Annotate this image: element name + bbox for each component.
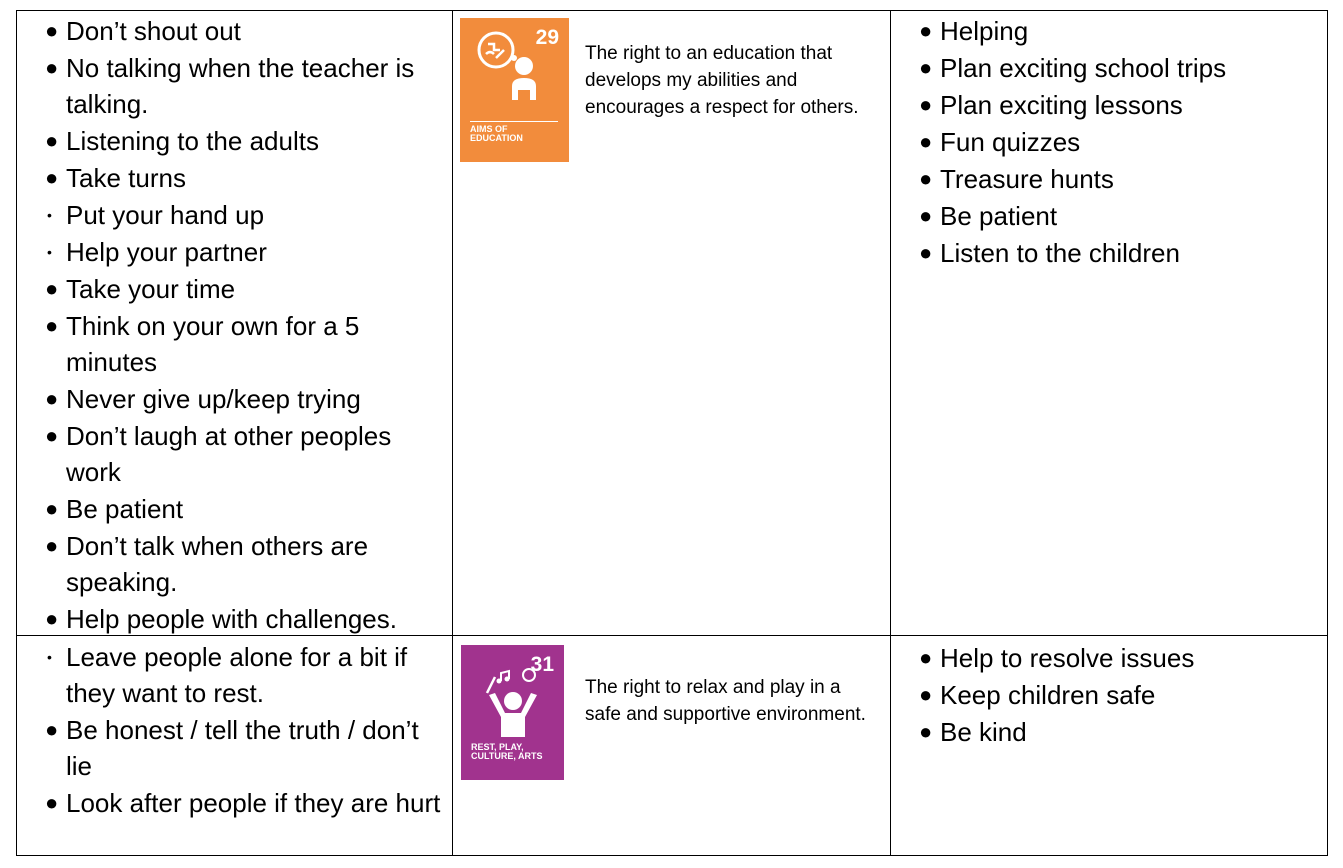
bullet-icon: ● [45,128,59,153]
bullet-icon: ● [919,18,933,43]
bullet-icon: ● [919,645,933,670]
bullet-icon: ● [45,606,59,631]
list-item-text: Listening to the adults [66,126,319,156]
play-music-icon [481,667,545,745]
bullet-icon: ● [45,496,59,521]
row2-pupil-actions-list [42,639,442,822]
list-item-text: Be patient [66,494,184,524]
article-29-description: The right to an education that develops my abilities and encourages a respect for others. [585,43,859,118]
list-item-text: Helping [940,16,1029,46]
list-item-text: Be kind [940,717,1027,747]
list-item-text: Listen to the children [940,238,1180,268]
badge-caption-1: REST, PLAY, [471,742,524,752]
list-item-text: Leave people alone for a bit if they want to rest. [66,642,408,708]
list-item-text: Help to resolve issues [940,643,1195,673]
list-item-text: Plan exciting school trips [940,53,1227,83]
list-item [916,161,1316,197]
badge-caption-2: EDUCATION [470,133,523,143]
list-item [42,50,442,122]
bullet-icon: ● [45,423,59,448]
list-item-text: Be honest / tell the truth / don’t lie [66,715,419,781]
list-item [916,87,1316,123]
bullet-icon: ● [919,92,933,117]
column-divider-2 [890,10,891,856]
rights-table [16,10,1328,856]
bullet-icon: ● [919,719,933,744]
education-thought-bubble-icon [474,28,544,118]
list-item [916,640,1316,676]
list-item-text: Don’t laugh at other peoples work [66,421,392,487]
list-item [42,601,442,637]
row2-adult-actions-list [916,640,1316,751]
article-number: 31 [530,653,554,676]
article-31-badge [461,645,564,780]
row1-adult-actions-list [916,13,1316,272]
bullet-icon: • [47,649,52,665]
list-item-text: Help people with challenges. [66,604,397,634]
bullet-icon: • [47,244,52,260]
list-item-text: Look after people if they are hurt [66,788,441,818]
bullet-icon: ● [45,276,59,301]
table-border-left [16,10,17,856]
list-item [42,785,442,821]
bullet-icon: ● [919,682,933,707]
list-item-text: Take turns [66,163,186,193]
table-border-top [16,10,1328,11]
list-item [42,418,442,490]
bullet-icon: ● [45,313,59,338]
list-item-text: Think on your own for a 5 minutes [66,311,360,377]
list-item [42,197,442,233]
badge-caption-2: CULTURE, ARTS [471,751,543,761]
list-item [916,677,1316,713]
bullet-icon: ● [919,166,933,191]
bullet-icon: ● [919,55,933,80]
column-divider-1 [452,10,453,856]
bullet-icon: ● [45,386,59,411]
list-item [916,235,1316,271]
list-item [42,528,442,600]
list-item [42,271,442,307]
badge-caption-1: AIMS OF [470,124,508,134]
bullet-icon: ● [45,790,59,815]
bullet-icon: ● [919,240,933,265]
list-item [42,13,442,49]
list-item-text: Help your partner [66,237,267,267]
list-item [42,712,442,784]
list-item [916,198,1316,234]
bullet-icon: ● [45,165,59,190]
article-number: 29 [535,26,559,49]
list-item [42,234,442,270]
list-item [916,13,1316,49]
list-item [916,50,1316,86]
bullet-icon: • [47,207,52,223]
list-item [42,491,442,527]
list-item-text: Plan exciting lessons [940,90,1183,120]
list-item [42,639,442,711]
article-31-description: The right to relax and play in a safe and supportive environment. [585,677,866,725]
row1-pupil-actions-list [42,13,442,638]
bullet-icon: ● [45,717,59,742]
bullet-icon: ● [45,55,59,80]
bullet-icon: ● [919,129,933,154]
article-29-badge [460,18,569,162]
list-item [42,160,442,196]
list-item-text: Treasure hunts [940,164,1114,194]
list-item-text: Don’t talk when others are speaking. [66,531,369,597]
list-item [42,308,442,380]
list-item-text: Don’t shout out [66,16,241,46]
bullet-icon: ● [45,533,59,558]
list-item [916,124,1316,160]
list-item [42,123,442,159]
list-item-text: Take your time [66,274,236,304]
bullet-icon: ● [45,18,59,43]
list-item-text: No talking when the teacher is talking. [66,53,415,119]
list-item [42,381,442,417]
list-item-text: Never give up/keep trying [66,384,361,414]
list-item-text: Put your hand up [66,200,265,230]
list-item-text: Be patient [940,201,1058,231]
bullet-icon: ● [919,203,933,228]
list-item-text: Fun quizzes [940,127,1081,157]
table-border-bottom [16,855,1328,856]
badge-rule [470,121,558,122]
list-item [916,714,1316,750]
list-item-text: Keep children safe [940,680,1156,710]
table-border-right [1327,10,1328,856]
